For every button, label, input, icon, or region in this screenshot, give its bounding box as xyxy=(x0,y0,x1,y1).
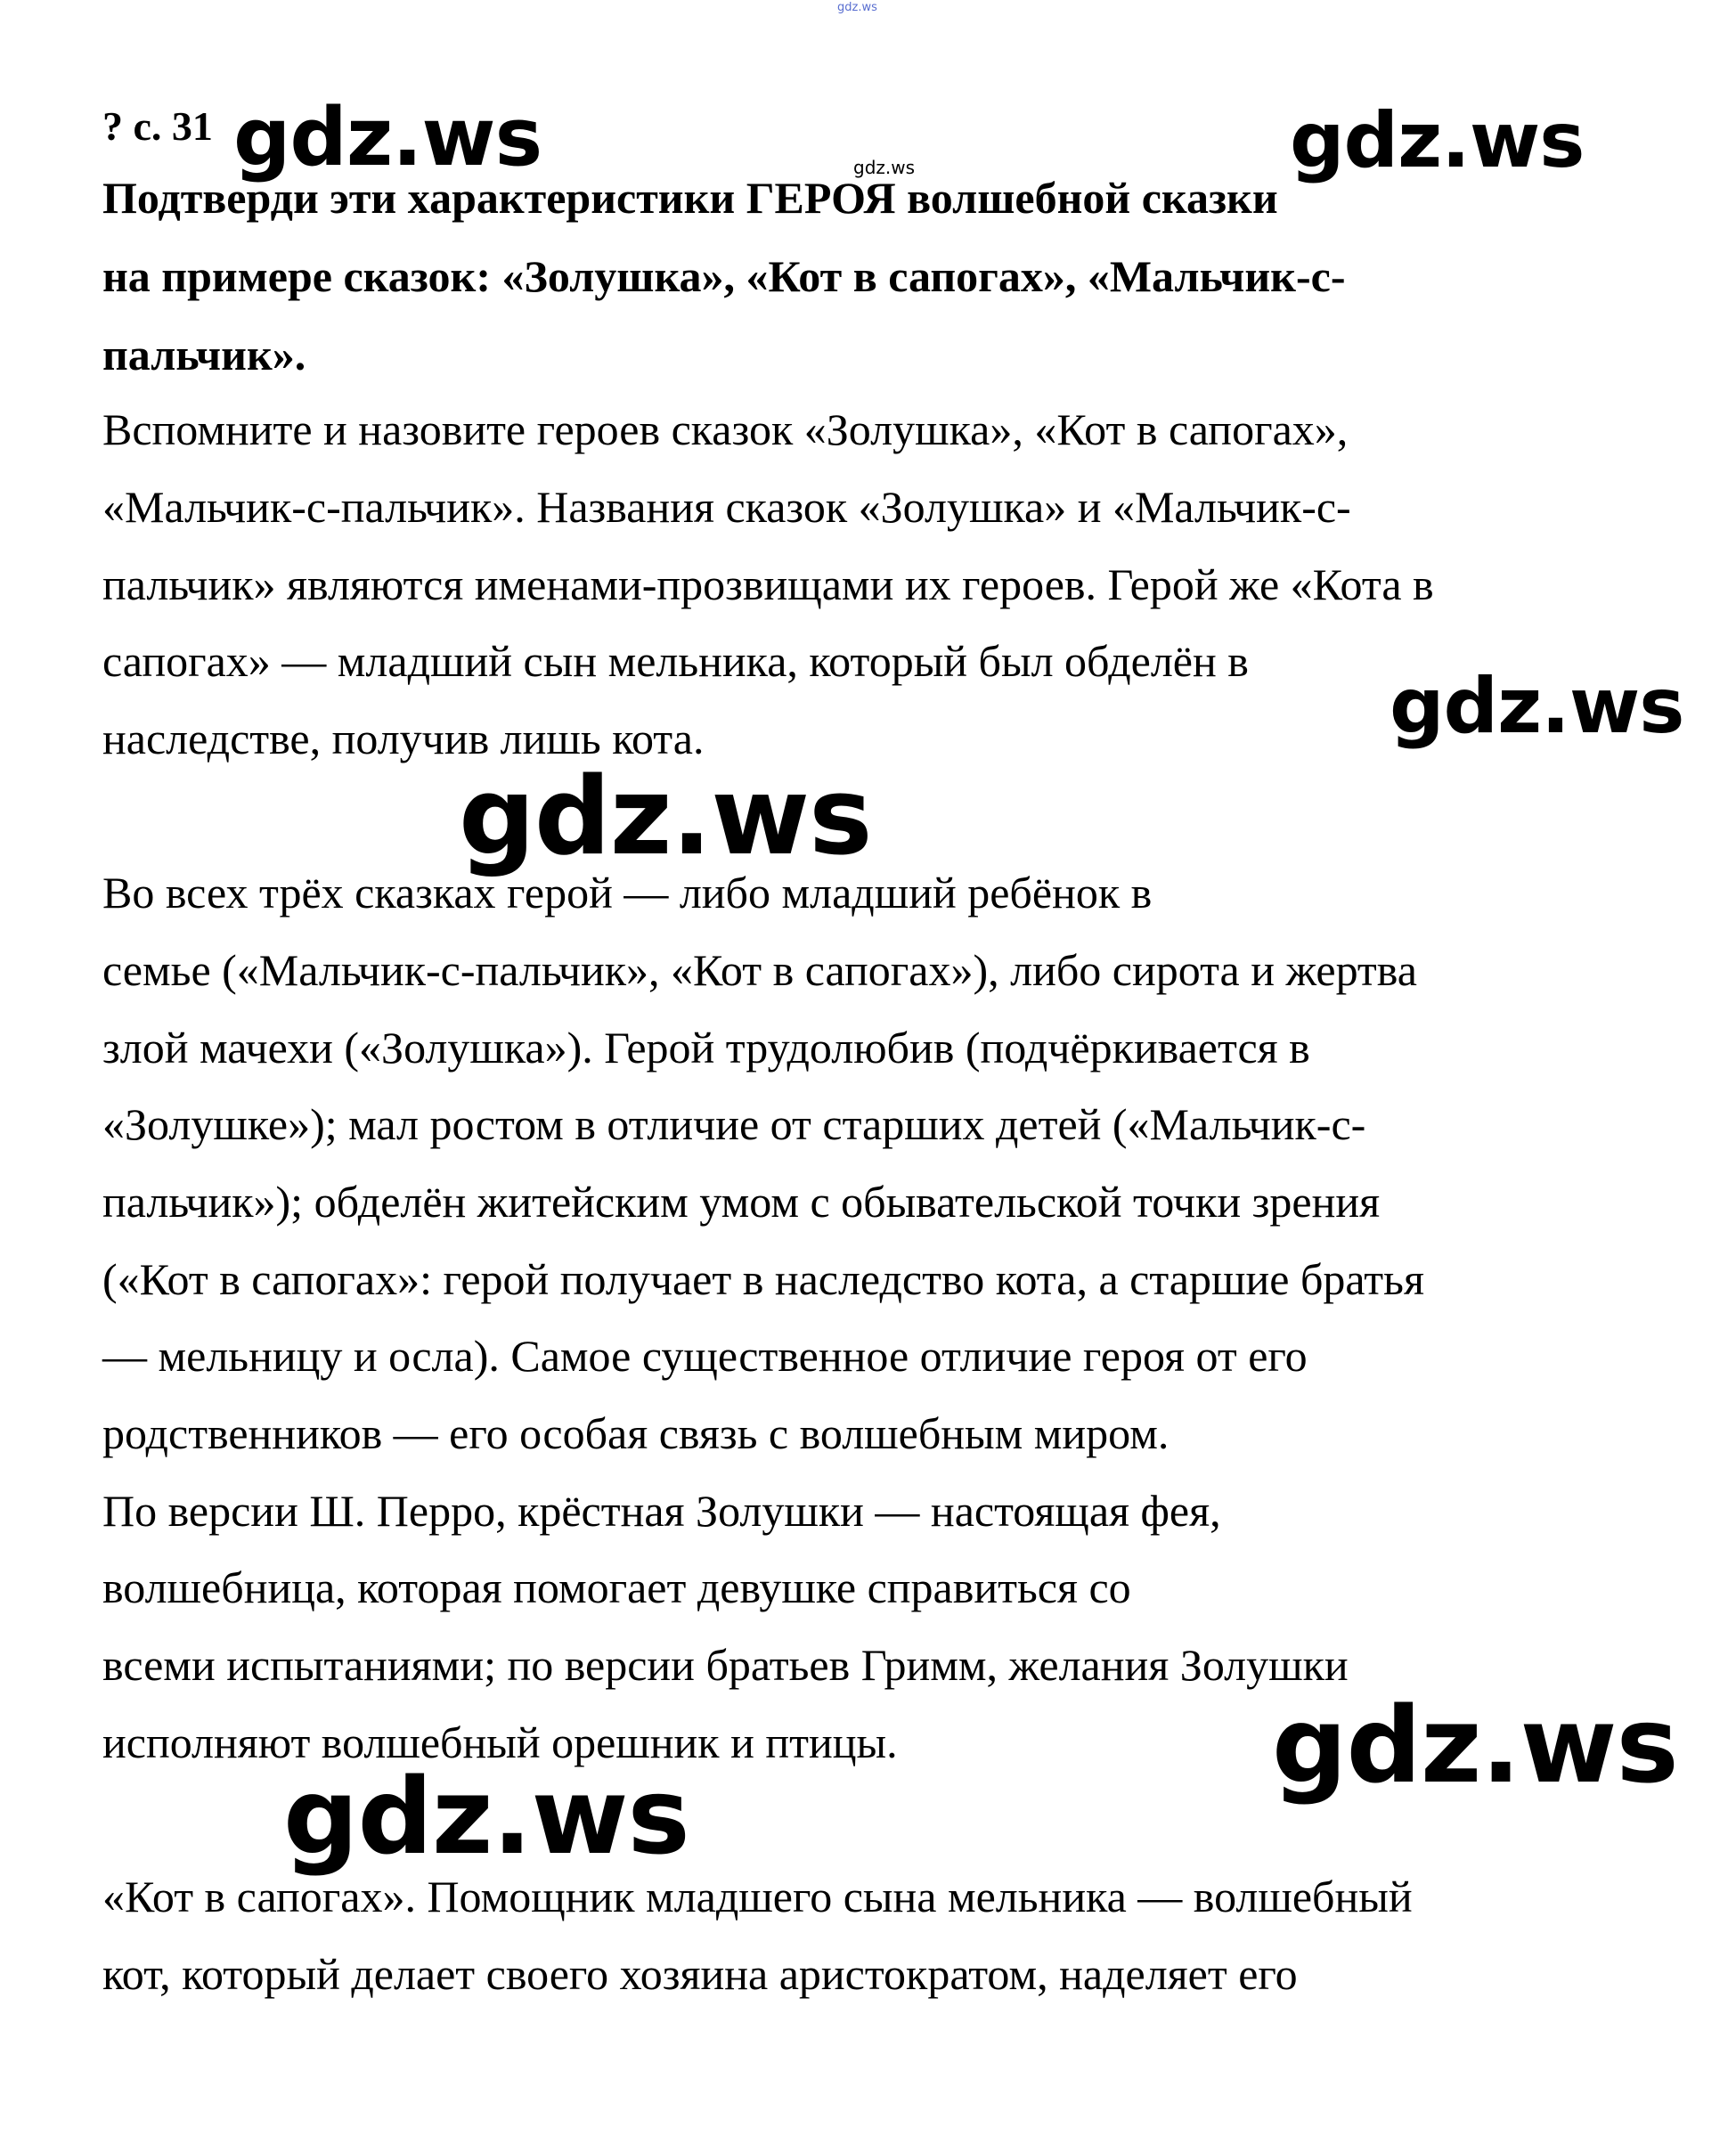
paragraph-line: Во всех трёх сказках герой — либо младший ребёнок в xyxy=(102,868,1153,918)
paragraph-line: сапогах» — младший сын мельника, который был обделён в xyxy=(102,636,1249,686)
paragraph-line: семье («Мальчик-с-пальчик», «Кот в сапогах»), либо сирота и жертва xyxy=(102,945,1417,995)
paragraph-line: пальчик» являются именами-прозвищами их героев. Герой же «Кота в xyxy=(102,559,1434,609)
question-title-line: на примере сказок: «Золушка», «Кот в сапогах», «Мальчик-с- xyxy=(102,251,1346,301)
paragraph-line: («Кот в сапогах»: герой получает в наследство кота, а старшие братья xyxy=(102,1254,1424,1304)
paragraph-line: волшебница, которая помогает девушке справиться со xyxy=(102,1562,1131,1612)
watermark-header-right: gdz.ws xyxy=(1290,96,1585,185)
paragraph-line: всеми испытаниями; по версии братьев Гримм, желания Золушки xyxy=(102,1640,1349,1690)
watermark-header-small: gdz.ws xyxy=(853,157,916,178)
paragraph-line: «Мальчик-с-пальчик». Названия сказок «Золушка» и «Мальчик-с- xyxy=(102,482,1351,532)
watermark-lower-left: gdz.ws xyxy=(283,1755,689,1878)
watermark-mid-center: gdz.ws xyxy=(459,755,872,879)
paragraph-line: родственников — его особая связь с волшебным миром. xyxy=(102,1408,1170,1458)
watermark-top-tiny: gdz.ws xyxy=(837,1,877,14)
paragraph-line: исполняют волшебный орешник и птицы. xyxy=(102,1717,898,1767)
watermark-lower-right: gdz.ws xyxy=(1272,1684,1678,1807)
question-title-line: Подтверди эти характеристики ГЕРОЯ волшебной сказки xyxy=(102,173,1278,223)
paragraph-line: злой мачехи («Золушка»). Герой трудолюбив (подчёркивается в xyxy=(102,1023,1310,1073)
watermark-mid-right: gdz.ws xyxy=(1390,662,1684,751)
paragraph-line: Вспомните и назовите героев сказок «Золушка», «Кот в сапогах», xyxy=(102,404,1349,454)
paragraph-line: — мельницу и осла). Самое существенное отличие героя от его xyxy=(102,1331,1308,1381)
paragraph-line: кот, который делает своего хозяина аристократом, наделяет его xyxy=(102,1949,1298,1999)
paragraph-line: «Кот в сапогах». Помощник младшего сына мельника — волшебный xyxy=(102,1872,1413,1921)
question-title-line: пальчик». xyxy=(102,330,306,379)
paragraph-line: пальчик»); обделён житейским умом с обывательской точки зрения xyxy=(102,1177,1381,1227)
watermark-header-left: gdz.ws xyxy=(233,91,542,184)
paragraph-line: «Золушке»); мал ростом в отличие от старших детей («Мальчик-с- xyxy=(102,1099,1366,1149)
page-reference: ? с. 31 xyxy=(102,103,213,149)
paragraph-line: По версии Ш. Перро, крёстная Золушки — настоящая фея, xyxy=(102,1486,1221,1536)
paragraph-line: наследстве, получив лишь кота. xyxy=(102,714,705,763)
